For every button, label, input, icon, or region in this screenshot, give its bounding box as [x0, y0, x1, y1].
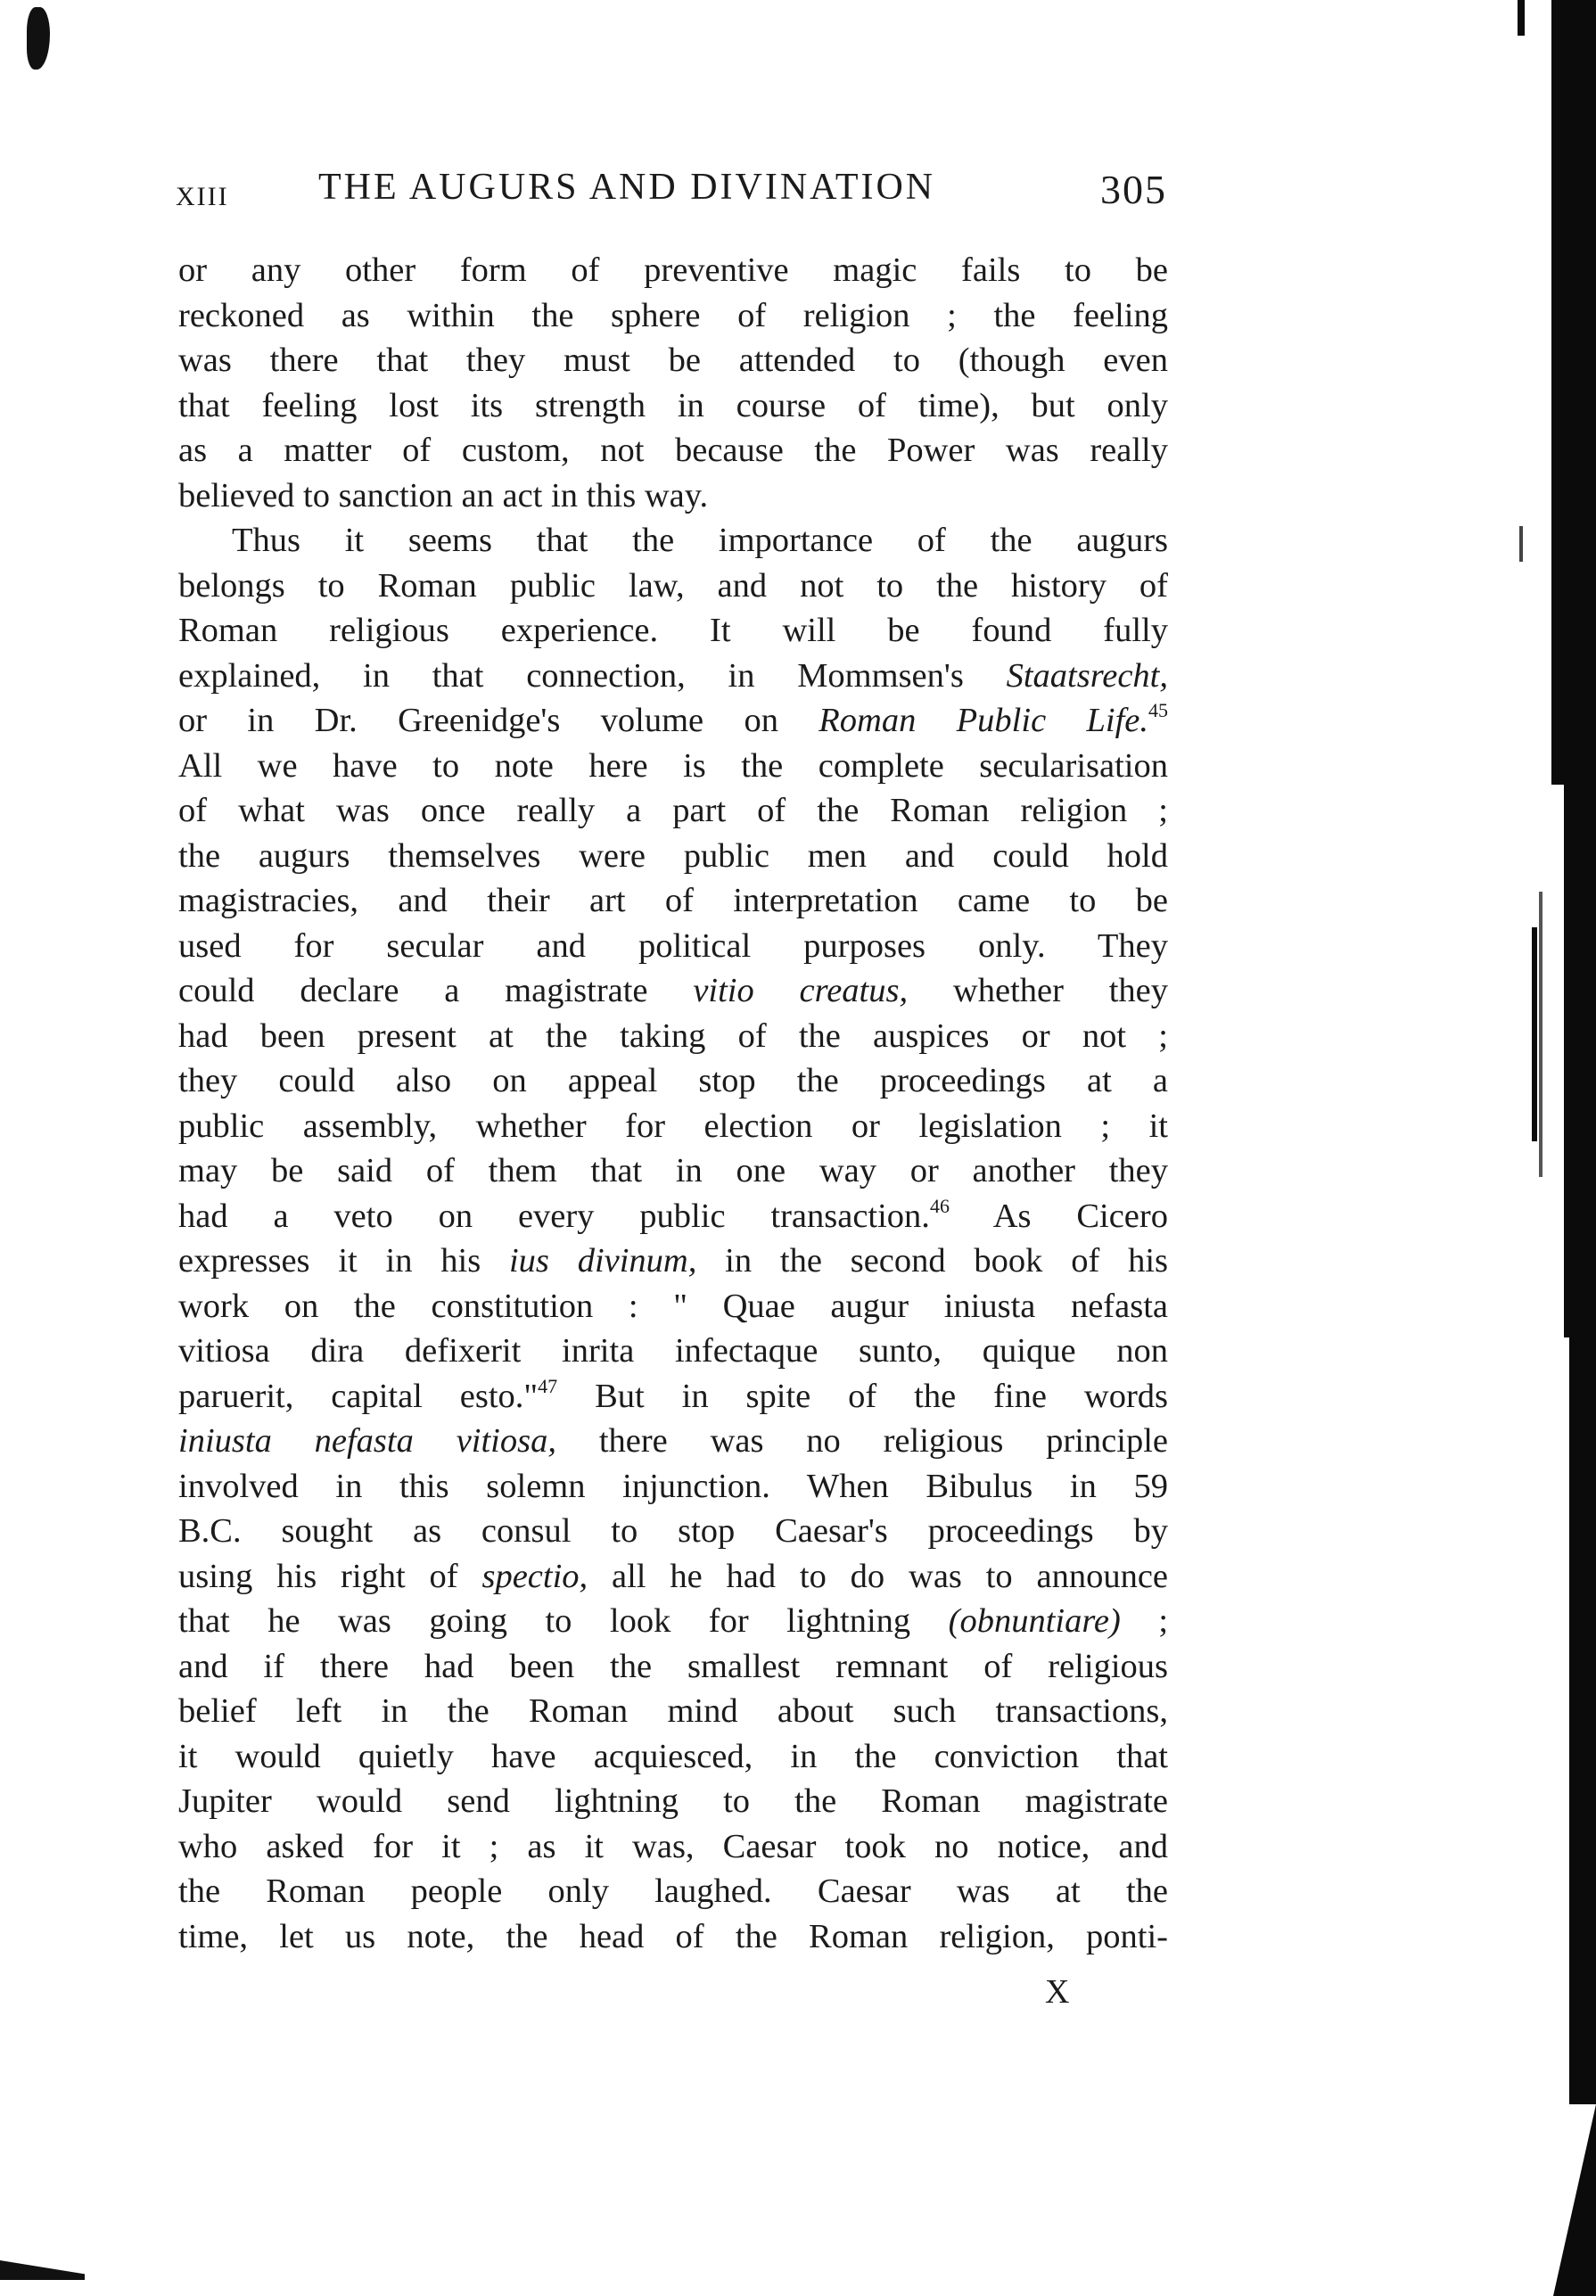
- text-line: could declare a magistrate vitio creatus, whether they: [178, 972, 1169, 1009]
- text-line: believed to sanction an act in this way.: [178, 476, 709, 514]
- signature-mark: X: [1045, 1973, 1070, 2011]
- italic-phrase: iniusta nefasta vitiosa,: [178, 1422, 556, 1460]
- chapter-number: XIII: [176, 182, 229, 211]
- text-line: reckoned as within the sphere of religion ; the feeling: [178, 296, 1168, 334]
- text-line: was there that they must be attended to (though even: [178, 342, 1168, 379]
- text-line: B.C. sought as consul to stop Caesar's proceedings by: [178, 1512, 1169, 1550]
- text-line: had been present at the taking of the auspices or not ;: [178, 1016, 1168, 1055]
- text-line: they could also on appeal stop the proceedings at a: [178, 1062, 1168, 1099]
- text-line: it would quietly have acquiesced, in the conviction that: [178, 1737, 1168, 1775]
- body-text: [178, 248, 1168, 1959]
- text-line: Thus it seems that the importance of the augurs: [232, 522, 1168, 559]
- page-number: 305: [1100, 167, 1167, 212]
- text-line: as a matter of custom, not because the Power was really: [178, 432, 1168, 469]
- page-title: THE AUGURS AND DIVINATION: [318, 167, 936, 208]
- text-line: or any other form of preventive magic fails to be: [178, 251, 1168, 289]
- text-line: time, let us note, the head of the Roman religion, ponti-: [178, 1917, 1168, 1955]
- italic-phrase: ius divinum,: [508, 1242, 697, 1280]
- italic-title: Staatsrecht,: [1006, 656, 1168, 695]
- text-line: of what was once really a part of the Roman religion ;: [178, 792, 1168, 829]
- text-line: the Roman people only laughed. Caesar was at the: [178, 1872, 1168, 1910]
- text-line: Jupiter would send lightning to the Roman magistrate: [178, 1782, 1168, 1820]
- text-line: may be said of them that in one way or another they: [178, 1152, 1168, 1189]
- italic-phrase: vitio creatus,: [693, 972, 909, 1009]
- running-head: [176, 166, 1167, 219]
- text-line: All we have to note here is the complete secularisation: [178, 746, 1168, 785]
- footnote-ref: 46: [929, 1194, 950, 1217]
- scan-blot-bottom: [0, 2260, 85, 2280]
- text-line: involved in this solemn injunction. When Bibulus in 59: [178, 1467, 1168, 1505]
- text-line: work on the constitution : " Quae augur iniusta nefasta: [178, 1287, 1168, 1325]
- italic-title: Roman Public Life.: [819, 702, 1148, 739]
- text-line: who asked for it ; as it was, Caesar took no notice, and: [178, 1827, 1168, 1865]
- text-line: using his right of spectio, all he had to do was to announce: [178, 1557, 1169, 1595]
- text-line: or in Dr. Greenidge's volume on Roman Public Life.$^{45}$: [178, 699, 1168, 739]
- text-line: paruerit, capital esto."$^{47}$ But in spite of the fine words: [178, 1374, 1168, 1415]
- text-line: magistracies, and their art of interpretation came to be: [178, 882, 1168, 919]
- text-line: that he was going to look for lightning (obnuntiare) ;: [178, 1602, 1169, 1640]
- era-abbrev: B.C.: [178, 1512, 242, 1550]
- text-line: Roman religious experience. It will be found fully: [178, 612, 1168, 649]
- text-line: and if there had been the smallest remnant of religious: [178, 1647, 1168, 1685]
- text-line: public assembly, whether for election or legislation ; it: [178, 1107, 1168, 1145]
- page-edge-shadow: [1518, 0, 1596, 2296]
- footnote-ref: 47: [538, 1374, 558, 1397]
- text-line: had a veto on every public transaction.$^{46}$ As Cicero: [178, 1194, 1168, 1235]
- text-line: that feeling lost its strength in course of time), but only: [178, 386, 1168, 424]
- text-line: iniusta nefasta vitiosa, there was no religious principle: [178, 1422, 1169, 1460]
- text-line: vitiosa dira defixerit inrita infectaque sunto, quique non: [178, 1332, 1168, 1370]
- text-line: explained, in that connection, in Mommsen's Staatsrecht,: [178, 656, 1168, 695]
- text-line: the augurs themselves were public men and could hold: [178, 836, 1168, 875]
- footnote-ref: 45: [1148, 699, 1168, 721]
- italic-phrase: (obnuntiare): [948, 1602, 1121, 1640]
- text-line: expresses it in his ius divinum, in the second book of his: [178, 1242, 1169, 1280]
- text-line: used for secular and political purposes only. They: [178, 926, 1168, 965]
- italic-phrase: spectio,: [481, 1557, 588, 1595]
- text-line: belongs to Roman public law, and not to the history of: [178, 566, 1168, 605]
- scan-blot: [27, 7, 50, 70]
- text-line: belief left in the Roman mind about such transactions,: [178, 1692, 1168, 1730]
